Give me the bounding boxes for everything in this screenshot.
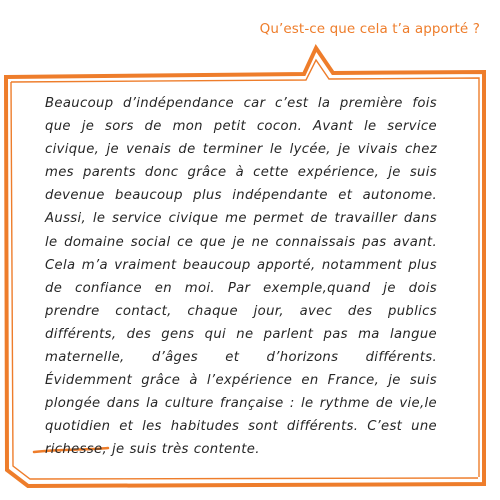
answer-paragraph: Beaucoup d’indépendance car c’est la première fois que je sors de mon petit cocon. Avant le service civique, je venais de terminer le lycée, je vivais chez mes parents donc grâce à cette expérience, je suis devenue beaucoup plus indépendante et autonome. Aussi, le service civique me permet de travailler dans le domaine social ce que je ne connaissais pas avant. Cela m’a vraiment beaucoup apporté, notamment plus de confiance en moi. Par exemple,quand je dois prendre contact, chaque jour, avec des publics différents, des gens qui ne parlent pas ma langue maternelle, d’âges et d’horizons différents. Évidemment grâce à l’expérience en France, je suis plongée dans la culture française : le rythme de vie,le quotidien et les habitudes sont différents. C’est une richesse, je suis très contente. <box>45 96 437 458</box>
question-heading: Qu’est-ce que cela t’a apporté ? <box>259 21 480 37</box>
